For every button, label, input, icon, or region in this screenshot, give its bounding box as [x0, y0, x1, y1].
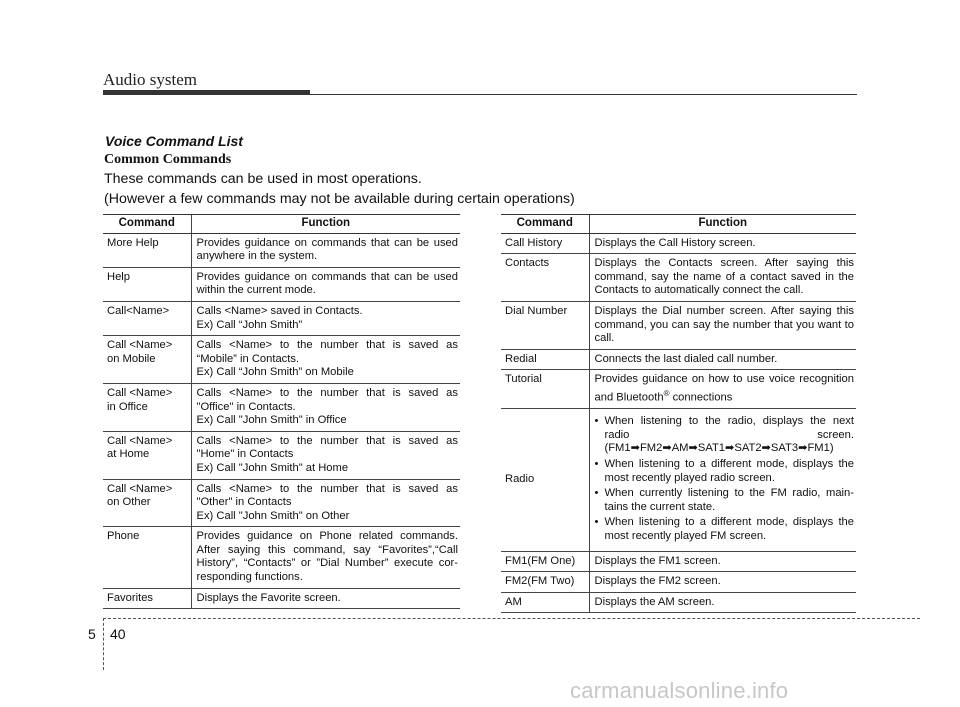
table-row	[103, 431, 460, 479]
command-cell: Call <Name> on Other	[103, 479, 191, 527]
function-cell	[589, 370, 856, 409]
table-row	[103, 267, 460, 301]
table-row	[501, 233, 856, 254]
table-row	[501, 349, 856, 370]
table-row	[501, 409, 856, 551]
command-table-left	[103, 214, 460, 609]
column-header-command: Command	[103, 215, 191, 234]
chapter-number: 5	[88, 626, 96, 642]
column-header-function: Function	[191, 215, 460, 234]
command-cell: Call<Name>	[103, 301, 191, 335]
table-row	[501, 301, 856, 349]
table-row	[103, 383, 460, 431]
function-cell: Displays the Favorite screen.	[191, 588, 460, 609]
header-title: Audio system	[103, 70, 197, 89]
function-cell: Connects the last dialed call number.	[589, 349, 856, 370]
command-cell: Call History	[501, 233, 589, 254]
function-cell: Displays the Dial number screen. After saying this command, you can say the number that you want to call.	[589, 301, 856, 349]
function-cell: Provides guidance on commands that can be used anywhere in the system.	[191, 233, 460, 267]
command-table-right	[501, 214, 856, 613]
header-accent-bar	[103, 90, 310, 95]
list-item: • When listening to a different mode, displays the most recently played FM screen.	[595, 516, 855, 543]
table-row	[103, 588, 460, 609]
table-row	[501, 370, 856, 409]
section-subtitle: Common Commands	[104, 152, 232, 167]
function-cell: Calls <Name> to the number that is saved as "Other" in Contacts Ex) Call "John Smith" on Other	[191, 479, 460, 527]
function-cell: Provides guidance on commands that can be used within the current mode.	[191, 267, 460, 301]
table-header-row	[103, 215, 460, 234]
function-cell: Calls <Name> to the number that is saved as "Home" in Contacts Ex) Call "John Smith" at Home	[191, 431, 460, 479]
command-cell: Radio	[501, 409, 589, 551]
intro-line-1: These commands can be used in most operations.	[104, 171, 422, 187]
table-row	[501, 592, 856, 613]
function-cell	[589, 409, 856, 551]
command-cell: Favorites	[103, 588, 191, 609]
table-row	[501, 572, 856, 593]
function-cell: Provides guidance on Phone related commands. After saying this command, say “Favorites”,“Call History”, “Contacts” or ”Dial Number” execute cor-responding functions.	[191, 527, 460, 588]
command-cell: Help	[103, 267, 191, 301]
table-row	[103, 233, 460, 267]
tutorial-text: Provides guidance on how to use voice recognition and Bluetooth	[594, 373, 854, 404]
command-cell: Contacts	[501, 254, 589, 302]
table-row	[103, 479, 460, 527]
column-header-function: Function	[589, 215, 856, 234]
table-row	[103, 301, 460, 335]
command-cell: Call <Name> at Home	[103, 431, 191, 479]
function-cell: Calls <Name> to the number that is saved as “Mobile” in Contacts. Ex) Call “John Smith” on Mobile	[191, 336, 460, 384]
list-item: • When currently listening to the FM radio, main-tains the current state.	[595, 487, 855, 514]
command-cell: FM1(FM One)	[501, 551, 589, 572]
table-row	[103, 527, 460, 588]
table-row	[501, 254, 856, 302]
section-title: Voice Command List	[105, 133, 243, 149]
command-cell: Call <Name> on Mobile	[103, 336, 191, 384]
function-cell: Calls <Name> to the number that is saved as "Office" in Contacts. Ex) Call "John Smith" in Office	[191, 383, 460, 431]
command-cell: FM2(FM Two)	[501, 572, 589, 593]
command-cell: Call <Name> in Office	[103, 383, 191, 431]
function-cell: Displays the FM2 screen.	[589, 572, 856, 593]
table-row	[103, 336, 460, 384]
footer-rule	[103, 618, 920, 619]
command-cell: Dial Number	[501, 301, 589, 349]
function-cell: Displays the Contacts screen. After saying this command, say the name of a contact saved in the Contacts to automatically connect the call.	[589, 254, 856, 302]
radio-bullet-list	[595, 415, 855, 543]
watermark: carmanualsonline.info	[570, 678, 789, 703]
list-item: • When listening to the radio, displays the next radio screen. (FM1➡FM2➡AM➡SAT1➡SAT2➡SAT3➡FM1)	[595, 415, 855, 456]
command-cell: Redial	[501, 349, 589, 370]
command-cell: Phone	[103, 527, 191, 588]
table-row	[501, 551, 856, 572]
function-cell: Displays the FM1 screen.	[589, 551, 856, 572]
footer-divider	[103, 618, 104, 670]
page-number: 40	[110, 626, 126, 642]
tutorial-text-end: connections	[669, 391, 733, 404]
function-cell: Calls <Name> saved in Contacts. Ex) Call “John Smith”	[191, 301, 460, 335]
column-header-command: Command	[501, 215, 589, 234]
registered-mark: ®	[663, 388, 670, 398]
intro-line-2: (However a few commands may not be available during certain operations)	[104, 191, 575, 207]
command-cell: AM	[501, 592, 589, 613]
list-item: • When listening to a different mode, displays the most recently played radio screen.	[595, 458, 855, 485]
command-cell: More Help	[103, 233, 191, 267]
command-cell: Tutorial	[501, 370, 589, 409]
function-cell: Displays the Call History screen.	[589, 233, 856, 254]
table-header-row	[501, 215, 856, 234]
function-cell: Displays the AM screen.	[589, 592, 856, 613]
